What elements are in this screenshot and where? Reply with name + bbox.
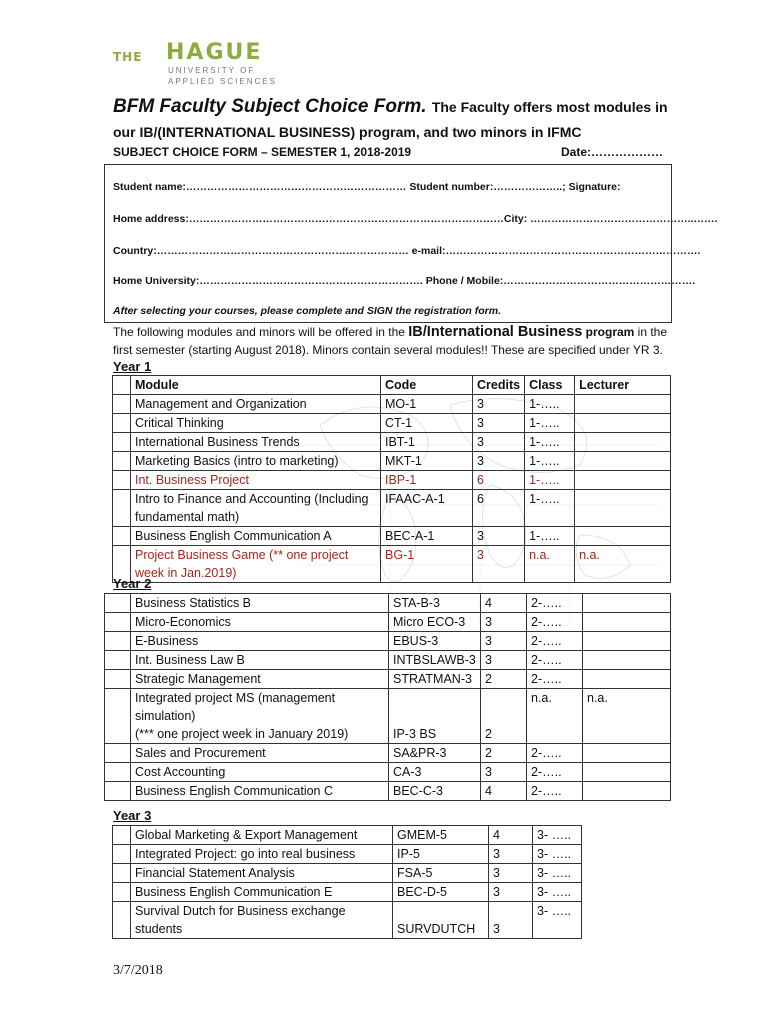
- module-code: GMEM-5: [393, 826, 489, 845]
- module-lecturer[interactable]: [575, 471, 671, 490]
- module-code: STA-B-3: [389, 594, 481, 613]
- header-credits: Credits: [473, 376, 525, 395]
- module-code: Micro ECO-3: [389, 613, 481, 632]
- module-code: IFAAC-A-1: [381, 490, 473, 527]
- module-class[interactable]: 2-…..: [527, 744, 583, 763]
- table-row[interactable]: [113, 433, 671, 452]
- table-row[interactable]: [113, 902, 582, 939]
- module-class[interactable]: 2-…..: [527, 670, 583, 689]
- module-credits: 3: [489, 883, 533, 902]
- program-line: our IB/(INTERNATIONAL BUSINESS) program, and two minors in IFMC: [113, 124, 582, 140]
- module-credits: 3: [473, 433, 525, 452]
- module-credits: 3: [489, 845, 533, 864]
- student-name-field[interactable]: Student name:……………………………………………………… Student number:………………..; Signature:: [113, 181, 621, 193]
- module-name-line1: Integrated project MS (management simulation): [135, 691, 336, 723]
- table-row[interactable]: [113, 883, 582, 902]
- module-code: BEC-A-1: [381, 527, 473, 546]
- module-lecturer[interactable]: [583, 613, 671, 632]
- module-lecturer[interactable]: [583, 594, 671, 613]
- country-field[interactable]: Country:……………………………………………………………… e-mail:……………………………………………………………….: [113, 245, 701, 257]
- module-class[interactable]: 3- …..: [533, 883, 582, 902]
- module-class[interactable]: 1-…..: [525, 433, 575, 452]
- date-field[interactable]: Date:………………: [561, 145, 664, 159]
- module-name: Business Statistics B: [131, 594, 389, 613]
- module-name: Sales and Procurement: [131, 744, 389, 763]
- module-credits: 4: [481, 782, 527, 801]
- module-code: SURVDUTCH: [393, 902, 489, 939]
- year3-table: [112, 825, 582, 939]
- module-lecturer[interactable]: [583, 763, 671, 782]
- module-name: Global Marketing & Export Management: [131, 826, 393, 845]
- module-name: Integrated Project: go into real business: [131, 845, 393, 864]
- module-code: MKT-1: [381, 452, 473, 471]
- table-row[interactable]: [105, 782, 671, 801]
- module-name: Int. Business Project: [131, 471, 381, 490]
- year2-table: [104, 593, 671, 801]
- module-name: Business English Communication C: [131, 782, 389, 801]
- module-credits: 4: [481, 594, 527, 613]
- module-credits: 2: [481, 744, 527, 763]
- module-code: BG-1: [381, 546, 473, 583]
- module-code: IP-5: [393, 845, 489, 864]
- module-lecturer[interactable]: [583, 744, 671, 763]
- module-code: IBT-1: [381, 433, 473, 452]
- table-row[interactable]: [113, 826, 582, 845]
- module-class[interactable]: 2-…..: [527, 632, 583, 651]
- module-class[interactable]: 1-…..: [525, 395, 575, 414]
- module-name: Micro-Economics: [131, 613, 389, 632]
- module-lecturer[interactable]: [575, 527, 671, 546]
- module-name: International Business Trends: [131, 433, 381, 452]
- module-name: Project Business Game (** one project week in Jan.2019): [131, 546, 381, 583]
- module-class[interactable]: 1-…..: [525, 527, 575, 546]
- intro-line-2: first semester (starting August 2018). Minors contain several modules!! These are specified under YR 3.: [113, 343, 663, 357]
- intro-b: IB/International Business: [408, 324, 583, 340]
- module-code: STRATMAN-3: [389, 670, 481, 689]
- module-name: Survival Dutch for Business exchange students: [131, 902, 393, 939]
- module-name: Critical Thinking: [131, 414, 381, 433]
- module-name: Cost Accounting: [131, 763, 389, 782]
- module-class[interactable]: 3- …..: [533, 902, 582, 939]
- year1-table: [112, 375, 671, 583]
- table-row[interactable]: [113, 414, 671, 433]
- table-header-row: [113, 376, 671, 395]
- module-credits: 3: [481, 632, 527, 651]
- module-class[interactable]: 3- …..: [533, 826, 582, 845]
- table-row[interactable]: [113, 864, 582, 883]
- module-code: BEC-D-5: [393, 883, 489, 902]
- module-name: Intro to Finance and Accounting (Including fundamental math): [131, 490, 381, 527]
- table-row[interactable]: [105, 689, 671, 744]
- table-row[interactable]: [113, 527, 671, 546]
- logo-the: THE: [113, 50, 143, 64]
- logo-line2: APPLIED SCIENCES: [168, 77, 277, 86]
- module-class[interactable]: 1-…..: [525, 414, 575, 433]
- module-lecturer[interactable]: [583, 632, 671, 651]
- year2-label: Year 2: [113, 576, 152, 591]
- footer-date: 3/7/2018: [113, 963, 163, 978]
- module-code: CA-3: [389, 763, 481, 782]
- table-row[interactable]: [113, 452, 671, 471]
- module-credits: 3: [481, 651, 527, 670]
- year1-label: Year 1: [113, 359, 152, 374]
- module-credits: 6: [473, 471, 525, 490]
- module-lecturer[interactable]: [575, 433, 671, 452]
- module-credits: 4: [489, 826, 533, 845]
- home-address-field[interactable]: Home address:………………………………………………………………………………City: ………………………………………..…….: [113, 213, 718, 225]
- table-row[interactable]: [105, 763, 671, 782]
- table-row[interactable]: [105, 651, 671, 670]
- module-lecturer[interactable]: [575, 395, 671, 414]
- module-code: BEC-C-3: [389, 782, 481, 801]
- module-code: FSA-5: [393, 864, 489, 883]
- table-row[interactable]: [105, 613, 671, 632]
- module-credits: 3: [473, 414, 525, 433]
- module-code: SA&PR-3: [389, 744, 481, 763]
- module-code: EBUS-3: [389, 632, 481, 651]
- table-row[interactable]: [113, 546, 671, 583]
- module-credits: 3: [481, 613, 527, 632]
- module-lecturer[interactable]: [575, 452, 671, 471]
- module-lecturer[interactable]: [575, 490, 671, 527]
- table-row[interactable]: [113, 395, 671, 414]
- header-class: Class: [525, 376, 575, 395]
- table-row[interactable]: [113, 471, 671, 490]
- table-row[interactable]: [113, 490, 671, 527]
- module-class: n.a.: [525, 546, 575, 583]
- module-name-line2: (*** one project week in January 2019): [135, 727, 349, 741]
- module-class[interactable]: 1-…..: [525, 490, 575, 527]
- table-row[interactable]: [105, 594, 671, 613]
- module-credits: 3: [489, 864, 533, 883]
- module-class[interactable]: 1-…..: [525, 471, 575, 490]
- module-lecturer: n.a.: [583, 689, 671, 744]
- module-class[interactable]: 2-…..: [527, 651, 583, 670]
- module-credits: 2: [481, 670, 527, 689]
- module-name: Strategic Management: [131, 670, 389, 689]
- module-code: CT-1: [381, 414, 473, 433]
- header-module: Module: [131, 376, 381, 395]
- module-code: INTBSLAWB-3: [389, 651, 481, 670]
- header-lecturer: Lecturer: [575, 376, 671, 395]
- student-info-box: [104, 164, 718, 323]
- module-credits: 3: [473, 546, 525, 583]
- module-name: Business English Communication A: [131, 527, 381, 546]
- form-title: [113, 96, 668, 118]
- header-code: Code: [381, 376, 473, 395]
- year3-label: Year 3: [113, 808, 152, 823]
- module-code: MO-1: [381, 395, 473, 414]
- table-row[interactable]: [113, 845, 582, 864]
- module-credits: 3: [473, 395, 525, 414]
- logo-hague: HAGUE: [166, 40, 263, 65]
- semester-line: SUBJECT CHOICE FORM – SEMESTER 1, 2018-2019: [113, 145, 412, 159]
- module-name: [131, 689, 389, 744]
- intro-a: The following modules and minors will be offered in the: [113, 325, 409, 339]
- intro-d: in the: [634, 325, 668, 339]
- module-name: Management and Organization: [131, 395, 381, 414]
- intro-line-1: [113, 324, 667, 340]
- module-lecturer: n.a.: [575, 546, 671, 583]
- module-name: Business English Communication E: [131, 883, 393, 902]
- module-credits: 3: [481, 763, 527, 782]
- module-name: Financial Statement Analysis: [131, 864, 393, 883]
- table-row[interactable]: [105, 744, 671, 763]
- module-lecturer[interactable]: [583, 670, 671, 689]
- module-code: IBP-1: [381, 471, 473, 490]
- module-class[interactable]: 2-…..: [527, 763, 583, 782]
- module-credits: 6: [473, 490, 525, 527]
- table-row[interactable]: [105, 632, 671, 651]
- table-row[interactable]: [105, 670, 671, 689]
- module-name: Marketing Basics (intro to marketing): [131, 452, 381, 471]
- title-rest: The Faculty offers most modules in: [431, 99, 668, 115]
- module-class[interactable]: 2-…..: [527, 594, 583, 613]
- module-lecturer[interactable]: [583, 782, 671, 801]
- module-class[interactable]: 3- …..: [533, 864, 582, 883]
- module-class: n.a.: [527, 689, 583, 744]
- module-credits: 3: [489, 902, 533, 939]
- module-credits: 3: [473, 527, 525, 546]
- title-main: BFM Faculty Subject Choice Form.: [113, 96, 427, 117]
- module-class[interactable]: 2-…..: [527, 613, 583, 632]
- module-credits: 3: [473, 452, 525, 471]
- logo-line1: UNIVERSITY OF: [168, 66, 256, 75]
- module-name: E-Business: [131, 632, 389, 651]
- module-lecturer[interactable]: [583, 651, 671, 670]
- intro-c: program: [582, 325, 635, 339]
- module-code: IP-3 BS: [389, 689, 481, 744]
- sign-note: After selecting your courses, please complete and SIGN the registration form.: [113, 305, 502, 317]
- module-credits: 2: [481, 689, 527, 744]
- module-name: Int. Business Law B: [131, 651, 389, 670]
- module-lecturer[interactable]: [575, 414, 671, 433]
- module-class[interactable]: 3- …..: [533, 845, 582, 864]
- home-university-field[interactable]: Home University:………………………………………………………. Phone / Mobile:……………………………………………….: [113, 275, 696, 287]
- module-class[interactable]: 1-…..: [525, 452, 575, 471]
- module-class[interactable]: 2-…..: [527, 782, 583, 801]
